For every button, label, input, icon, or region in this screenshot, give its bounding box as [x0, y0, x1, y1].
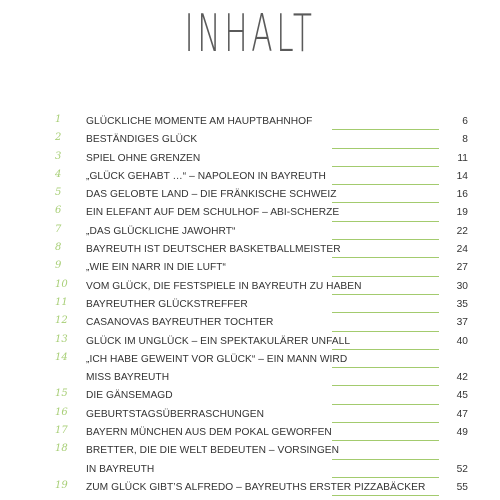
- toc-entry: [0, 113, 500, 131]
- chapter-number: 12: [55, 315, 68, 327]
- toc-entry: [0, 186, 500, 204]
- leader-underline: [332, 459, 439, 460]
- toc-line: [0, 333, 500, 351]
- chapter-number: 13: [55, 333, 68, 345]
- chapter-number: 11: [55, 296, 68, 308]
- chapter-number: 10: [55, 278, 68, 290]
- leader-underline: [332, 276, 439, 277]
- page-number: 49: [456, 427, 468, 439]
- leader-underline: [332, 221, 439, 222]
- leader-underline: [332, 312, 439, 313]
- chapter-number: 5: [55, 187, 62, 199]
- toc-entry: [0, 150, 500, 168]
- toc-entry: [0, 296, 500, 314]
- chapter-number: 8: [55, 242, 62, 254]
- chapter-title: BAYREUTHER GLÜCKSTREFFER: [86, 298, 248, 310]
- chapter-number: 18: [55, 443, 68, 455]
- page-number: 11: [457, 152, 468, 164]
- toc-line: [0, 259, 500, 277]
- toc-entry: [0, 168, 500, 186]
- chapter-number: 7: [55, 223, 62, 235]
- toc-entry: [0, 241, 500, 259]
- toc-entry: [0, 333, 500, 351]
- toc-line: [0, 223, 500, 241]
- toc-entry: [0, 223, 500, 241]
- chapter-number: 16: [55, 406, 68, 418]
- leader-underline: [332, 331, 439, 332]
- chapter-title: „DAS GLÜCKLICHE JAWOHRT“: [86, 225, 236, 237]
- leader-underline: [332, 440, 439, 441]
- page-number: 14: [456, 170, 468, 182]
- chapter-title: BESTÄNDIGES GLÜCK: [86, 134, 198, 146]
- chapter-title: VOM GLÜCK, DIE FESTSPIELE IN BAYREUTH ZU HABEN: [86, 280, 362, 292]
- toc-entry: [0, 204, 500, 222]
- toc-entry: [0, 387, 500, 405]
- chapter-title: „WIE EIN NARR IN DIE LUFT“: [86, 262, 226, 274]
- chapter-number: 2: [55, 132, 62, 144]
- leader-underline: [332, 257, 439, 258]
- toc-line: [0, 150, 500, 168]
- chapter-title: BAYREUTH IST DEUTSCHER BASKETBALLMEISTER: [86, 244, 341, 256]
- chapter-number: 19: [55, 479, 68, 491]
- toc-entry: [0, 259, 500, 277]
- chapter-title: SPIEL OHNE GRENZEN: [86, 152, 201, 164]
- toc-line: [0, 442, 500, 460]
- page-number: 8: [462, 134, 468, 146]
- page-number: 27: [456, 262, 468, 274]
- page-number: 24: [456, 244, 468, 256]
- leader-underline: [332, 184, 439, 185]
- page-number: 42: [456, 372, 468, 384]
- chapter-title: „ICH HABE GEWEINT VOR GLÜCK“ – EIN MANN WIRD: [86, 353, 348, 365]
- toc-entry: [0, 278, 500, 296]
- page-number: 30: [456, 280, 468, 292]
- leader-underline: [332, 239, 439, 240]
- toc-line: [0, 113, 500, 131]
- toc-entry: [0, 424, 500, 442]
- chapter-title: ZUM GLÜCK GIBT’S ALFREDO – BAYREUTHS ERSTER PIZZABÄCKER: [86, 481, 426, 493]
- toc-line: [0, 131, 500, 149]
- toc-line: [0, 461, 500, 479]
- page-number: 35: [456, 298, 468, 310]
- leader-underline: [332, 148, 439, 149]
- leader-underline: [332, 166, 439, 167]
- leader-underline: [332, 202, 439, 203]
- chapter-title: BAYERN MÜNCHEN AUS DEM POKAL GEWORFEN: [86, 427, 332, 439]
- leader-underline: [332, 367, 439, 368]
- chapter-number: 6: [55, 205, 62, 217]
- toc-line: [0, 351, 500, 369]
- toc-line: [0, 241, 500, 259]
- toc-line: [0, 479, 500, 497]
- page-number: 52: [456, 463, 468, 475]
- toc-entry: [0, 406, 500, 424]
- leader-underline: [332, 349, 439, 350]
- chapter-title: CASANOVAS BAYREUTHER TOCHTER: [86, 317, 274, 329]
- chapter-number: 9: [55, 260, 62, 272]
- chapter-title: GLÜCK IM UNGLÜCK – EIN SPEKTAKULÄRER UNFALL: [86, 335, 351, 347]
- page-number: 47: [456, 408, 468, 420]
- toc-line: [0, 204, 500, 222]
- toc-entry: [0, 479, 500, 497]
- page-number: 16: [456, 189, 468, 201]
- leader-underline: [332, 495, 439, 496]
- chapter-title: GEBURTSTAGSÜBERRASCHUNGEN: [86, 408, 265, 420]
- chapter-number: 1: [55, 114, 62, 125]
- toc-entry: [0, 442, 500, 479]
- toc-entry: [0, 351, 500, 388]
- page-number: 55: [456, 481, 468, 493]
- chapter-title: GLÜCKLICHE MOMENTE AM HAUPTBAHNHOF: [86, 116, 313, 127]
- toc-line: [0, 424, 500, 442]
- table-of-contents: [0, 113, 500, 497]
- toc-line: [0, 278, 500, 296]
- chapter-title: BRETTER, DIE DIE WELT BEDEUTEN – VORSINGEN: [86, 445, 340, 457]
- chapter-number: 15: [55, 388, 68, 400]
- leader-underline: [332, 294, 439, 295]
- toc-entry: [0, 314, 500, 332]
- chapter-number: 3: [55, 150, 62, 162]
- toc-line: [0, 387, 500, 405]
- page-number: 22: [456, 225, 468, 237]
- leader-underline: [332, 404, 439, 405]
- page-number: 19: [456, 207, 468, 219]
- toc-line: [0, 186, 500, 204]
- page-number: 40: [456, 335, 468, 347]
- page-title: INHALT: [184, 4, 316, 64]
- chapter-title: IN BAYREUTH: [86, 463, 155, 475]
- chapter-title: DAS GELOBTE LAND – DIE FRÄNKISCHE SCHWEIZ: [86, 189, 337, 201]
- toc-line: [0, 168, 500, 186]
- page-number: 6: [462, 116, 468, 127]
- chapter-number: 4: [55, 168, 62, 180]
- chapter-number: 17: [55, 425, 68, 437]
- leader-underline: [332, 477, 439, 478]
- page-number: 37: [456, 317, 468, 329]
- toc-line: [0, 369, 500, 387]
- chapter-title: EIN ELEFANT AUF DEM SCHULHOF – ABI-SCHERZE: [86, 207, 340, 219]
- leader-underline: [332, 385, 439, 386]
- leader-underline: [332, 422, 439, 423]
- chapter-title: MISS BAYREUTH: [86, 372, 170, 384]
- page-number: 45: [456, 390, 468, 402]
- toc-entry: [0, 131, 500, 149]
- chapter-title: DIE GÄNSEMAGD: [86, 390, 173, 402]
- toc-line: [0, 406, 500, 424]
- toc-line: [0, 314, 500, 332]
- chapter-number: 14: [55, 351, 68, 363]
- toc-line: [0, 296, 500, 314]
- leader-underline: [332, 129, 439, 130]
- chapter-title: „GLÜCK GEHABT …“ – NAPOLEON IN BAYREUTH: [86, 170, 326, 182]
